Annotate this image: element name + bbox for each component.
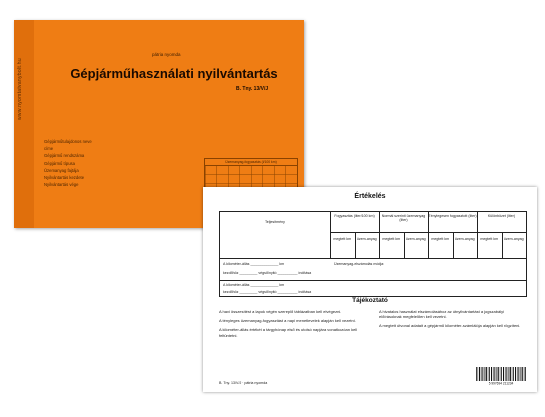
sub-head: üzem-anyag bbox=[405, 237, 426, 241]
sheet-title: Értékelés bbox=[354, 193, 386, 200]
footer-code: B. Tny. 13/V/J · pátria nyomda bbox=[219, 381, 268, 385]
col-head: Fogyasztás (liter/100 km) bbox=[334, 214, 375, 218]
table-row-text: kezdőhöz _________ végső/nyitó __________ indítása bbox=[223, 271, 312, 275]
table-row-divider bbox=[330, 232, 526, 233]
table-col-divider bbox=[330, 212, 331, 258]
table-row-text: kezdőhöz _________ végső/nyitó __________ indítása bbox=[223, 290, 312, 294]
table-col-divider bbox=[477, 212, 478, 258]
table-sub-divider bbox=[502, 232, 503, 258]
sub-head: üzem-anyag bbox=[503, 237, 524, 241]
cover-field: Gépjárműtulajdonos neve bbox=[44, 139, 92, 144]
cover-field: Üzemanyag fajtája bbox=[44, 167, 79, 173]
cover-field: Nyilvántartás kezdete bbox=[44, 175, 85, 181]
col-head: Normál szerinti üzemanyag (liter) bbox=[381, 214, 426, 223]
table-sub-divider bbox=[453, 232, 454, 258]
cover-grid-header: Üzemanyag-fogyasztás (l/100 km) bbox=[205, 159, 297, 166]
table-row-divider bbox=[220, 258, 526, 259]
cover-code: B. Tny. 13/V/J bbox=[236, 86, 269, 92]
col-head-first: Teljesítmény bbox=[265, 220, 285, 224]
col-head: Ténylegesen fogyasztott (liter) bbox=[428, 214, 477, 218]
info-paragraph: A hivatalos használat elszámolásához az útnyilvántartást a jogszabályi előírásoknak megfelelően kell vezetni. bbox=[379, 309, 504, 320]
table-note: Üzemanyag-elszámolás módja: bbox=[334, 262, 385, 266]
info-title: Tájékoztató bbox=[352, 297, 388, 304]
cover-fields bbox=[44, 138, 164, 188]
barcode-icon bbox=[475, 367, 527, 385]
info-column-left bbox=[219, 309, 367, 342]
spine-text: www.nyomtatvanybolt.hu bbox=[17, 58, 23, 120]
table-sub-divider bbox=[404, 232, 405, 258]
table-row-divider bbox=[220, 280, 526, 281]
cover-brand: pátria nyomda bbox=[152, 52, 181, 57]
info-paragraph: A megtett útvonal adatait a gépjármű kilométer-számlálója alapján kell rögzíteni. bbox=[379, 323, 521, 329]
cover-field: Nyilvántartás vége bbox=[44, 182, 79, 188]
sub-head: megtett km bbox=[480, 237, 499, 241]
cover-title: Gépjárműhasználati nyilvántartás bbox=[70, 66, 278, 81]
table-row-text: A kilométer-állás ______________ km bbox=[223, 262, 285, 266]
sub-head: üzem-anyag bbox=[356, 237, 377, 241]
cover-spine bbox=[14, 20, 34, 228]
evaluation-table bbox=[219, 211, 527, 297]
info-paragraph: A kilométer-állás értékét a tárgyhónap első és utolsó napjára vonatkozóan kell feltüntetni. bbox=[219, 327, 358, 338]
col-head: Különbözet (liter) bbox=[487, 214, 516, 218]
info-paragraph: A havi összesítést a lapok végén szereplő táblázatban kell elvégezni. bbox=[219, 309, 342, 314]
sub-head: megtett km bbox=[333, 237, 352, 241]
cover-field: címe bbox=[44, 146, 54, 152]
sheet-page bbox=[203, 187, 537, 392]
barcode-number: 5 997694 211234 bbox=[488, 381, 514, 385]
table-col-divider bbox=[428, 212, 429, 258]
sub-head: megtett km bbox=[431, 237, 450, 241]
cover-field: Gépjármű rendszáma bbox=[44, 153, 85, 159]
info-column-right bbox=[379, 309, 527, 333]
info-paragraph: A tényleges üzemanyag-fogyasztást a napi menetlevelek alapján kell vezetni. bbox=[219, 318, 356, 324]
cover-field: Gépjármű típusa bbox=[44, 160, 75, 166]
table-sub-divider bbox=[355, 232, 356, 258]
sub-head: üzem-anyag bbox=[454, 237, 475, 241]
sub-head: megtett km bbox=[382, 237, 401, 241]
table-row-text: A kilométer-állás ______________ km bbox=[223, 283, 285, 287]
